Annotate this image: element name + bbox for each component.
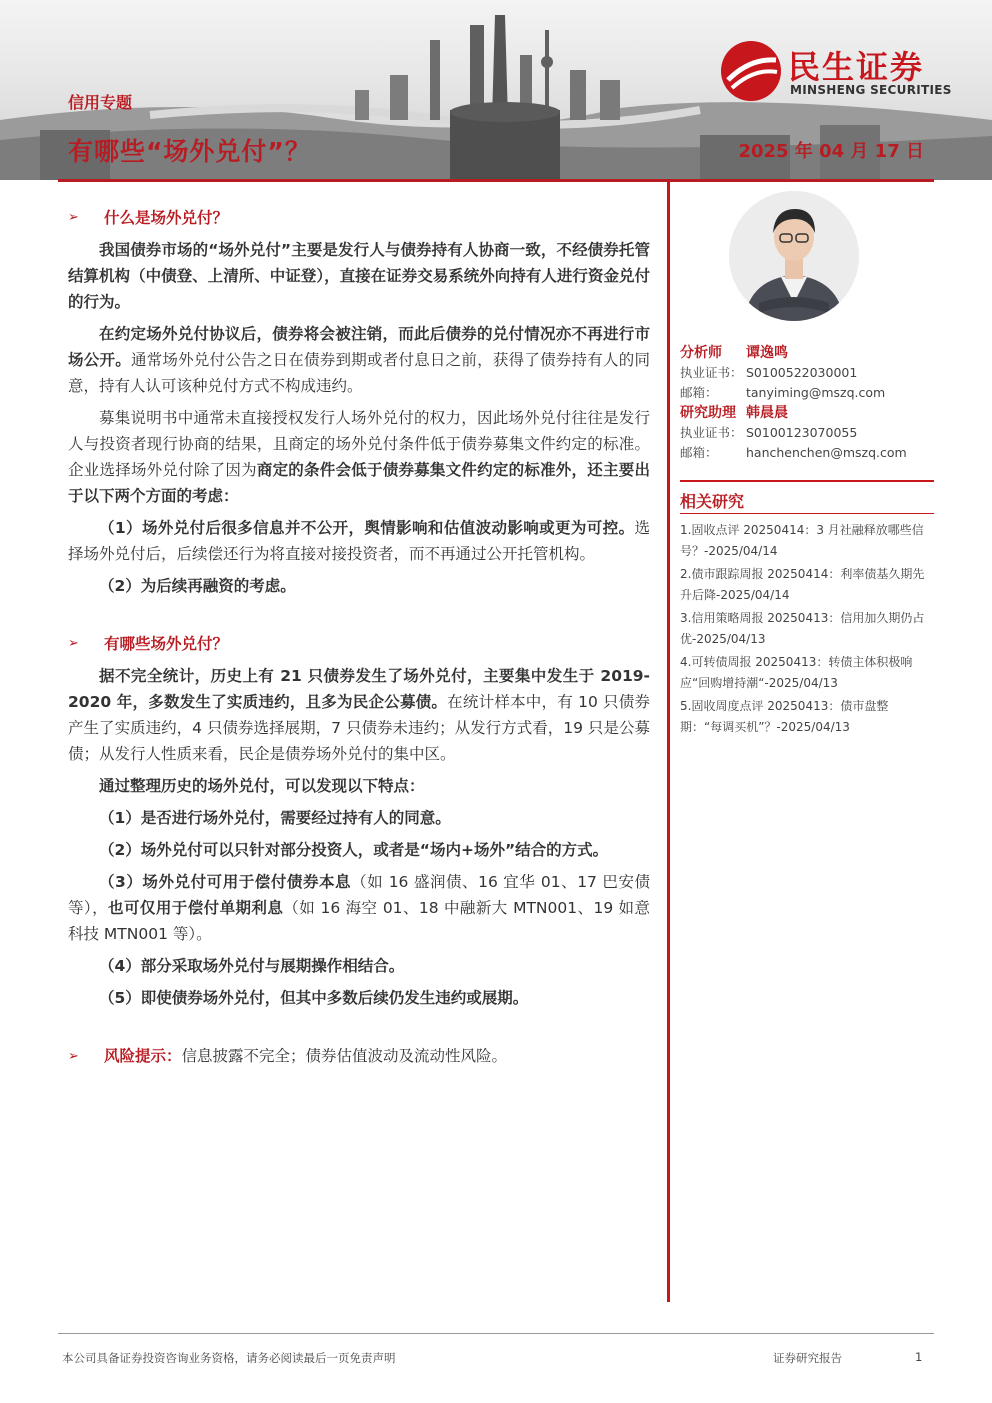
page-number: 1 [915, 1350, 923, 1364]
related-item[interactable]: 2.债市跟踪周报 20250414：利率债基久期先升后降-2025/04/14 [680, 567, 925, 602]
report-date: 2025 年 04 月 17 日 [738, 141, 924, 162]
cert-label: 执业证书： [680, 365, 743, 380]
analyst-photo [729, 191, 859, 321]
minsheng-logo-icon [720, 40, 782, 102]
paragraph-features-intro: 通过整理历史的场外兑付，可以发现以下特点： [99, 777, 425, 795]
analyst-info [680, 342, 934, 462]
related-research-list [680, 520, 930, 740]
analyst-email[interactable]: tanyiming@mszq.com [746, 384, 886, 400]
plain-text: 在统计样本中，有 10 只债券产生了实质违约，4 只债券选择展期，7 只债券未违约；从发行方式看，19 只是公募债；从发行人性质来看，民企是债券场外兑付的集中区。 [68, 693, 650, 763]
footer-report-type: 证券研究报告 [773, 1351, 842, 1365]
column-divider [667, 182, 670, 1302]
arrow-bullet-icon: ➢ [68, 210, 79, 225]
footer-disclaimer: 本公司具备证券投资咨询业务资格，请务必阅读最后一页免责声明 [62, 1351, 396, 1365]
bold-text: 据不完全统计，历史上有 21 只债券发生了场外兑付，主要集中发生于 2019-2020 年，多数发生了实质违约，且多为民企公募债。 [68, 667, 650, 711]
sidebar-divider [680, 480, 934, 482]
bold-text: 也可仅用于偿付单期利息 [108, 899, 284, 917]
sidebar-divider-thin [680, 513, 934, 514]
related-item[interactable]: 4.可转债周报 20250413：转债主体积极响应“回购增持潮“-2025/04/13 [680, 655, 913, 690]
paragraph-cancellation [68, 321, 650, 399]
analyst-label: 分析师 [680, 345, 722, 361]
paragraph-reasons [68, 405, 650, 509]
plain-text: （如 16 盛润债、16 宜华 01、17 巴安债等）， [68, 873, 650, 917]
bold-text: 在约定场外兑付协议后，债券将会被注销，而此后债券的兑付情况亦不再进行市场公开。 [68, 325, 650, 369]
analyst-row [680, 342, 934, 362]
assistant-cert-row [680, 422, 934, 442]
assistant-email-row [680, 442, 934, 462]
analyst-cert: S0100522030001 [746, 364, 858, 380]
related-research-heading: 相关研究 [680, 492, 745, 511]
main-content [68, 205, 650, 1070]
section-heading-text: 有哪些场外兑付？ [104, 635, 229, 653]
risk-label: 风险提示： [104, 1047, 182, 1065]
analyst-cert-row [680, 362, 934, 382]
section-heading-what [68, 205, 650, 231]
analyst-name: 谭逸鸣 [746, 345, 788, 361]
feature-5: （5）即使债券场外兑付，但其中多数后续仍发生违约或展期。 [99, 989, 529, 1007]
analyst-portrait-icon [729, 191, 859, 321]
feature-4: （4）部分采取场外兑付与展期操作相结合。 [99, 957, 405, 975]
report-category: 信用专题 [68, 93, 133, 112]
risk-text: 信息披露不完全；债券估值波动及流动性风险。 [181, 1047, 508, 1065]
plain-text: 选择场外兑付后，后续偿还行为将直接对接投资者，而不再通过公开托管机构。 [68, 519, 650, 563]
cert-label: 执业证书： [680, 425, 743, 440]
risk-warning [68, 1043, 650, 1070]
logo-chinese-text: 民生证券 [788, 48, 925, 86]
bold-text: （1）场外兑付后很多信息并不公开，舆情影响和估值波动影响或更为可控。 [99, 519, 635, 537]
assistant-label: 研究助理 [680, 405, 736, 421]
assistant-cert: S0100123070055 [746, 424, 858, 440]
paragraph-reason-2: （2）为后续再融资的考虑。 [99, 577, 296, 595]
plain-text: 通常场外兑付公告之日在债券到期或者付息日之前，获得了债券持有人的同意，持有人认可该种兑付方式不构成违约。 [68, 351, 650, 395]
feature-3 [68, 869, 650, 947]
email-label: 邮箱： [680, 385, 718, 400]
arrow-bullet-icon: ➢ [68, 636, 79, 651]
paragraph-definition: 我国债券市场的“场外兑付”主要是发行人与债券持有人协商一致，不经债券托管结算机构（中债登、上清所、中证登），直接在证券交易系统外向持有人进行资金兑付的行为。 [68, 241, 650, 311]
feature-1: （1）是否进行场外兑付，需要经过持有人的同意。 [99, 809, 451, 827]
footer-divider [58, 1333, 934, 1334]
assistant-name: 韩晨晨 [746, 405, 788, 421]
header-banner [0, 0, 992, 180]
related-item[interactable]: 1.固收点评 20250414：3 月社融释放哪些信号？-2025/04/14 [680, 523, 924, 558]
assistant-row [680, 402, 934, 422]
arrow-bullet-icon: ➢ [68, 1049, 79, 1064]
minsheng-logo [720, 40, 970, 102]
header-divider [58, 179, 934, 182]
plain-text: 募集说明书中通常未直接授权发行人场外兑付的权力，因此场外兑付往往是发行人与投资者现行协商的结果，且商定的场外兑付条件低于债券募集文件约定的标准。企业选择场外兑付除了因为 [68, 409, 650, 479]
logo-english-text: MINSHENG SECURITIES [790, 83, 952, 97]
bold-text: 商定的条件会低于债券募集文件约定的标准外，还主要出于以下两个方面的考虑： [68, 461, 650, 505]
plain-text: （如 16 海空 01、18 中融新大 MTN001、19 如意科技 MTN001 等）。 [68, 899, 650, 943]
section-heading-which [68, 631, 650, 657]
feature-2: （2）场外兑付可以只针对部分投资人，或者是“场内+场外”结合的方式。 [99, 841, 609, 859]
section-heading-text: 什么是场外兑付？ [104, 209, 229, 227]
paragraph-statistics [68, 663, 650, 767]
related-item[interactable]: 3.信用策略周报 20250413：信用加久期仍占优-2025/04/13 [680, 611, 925, 646]
related-item[interactable]: 5.固收周度点评 20250413：债市盘整期：“每调买机”？-2025/04/13 [680, 699, 889, 734]
email-label: 邮箱： [680, 445, 718, 460]
assistant-email[interactable]: hanchenchen@mszq.com [746, 444, 907, 460]
paragraph-reason-1 [68, 515, 650, 567]
analyst-email-row [680, 382, 934, 402]
report-title: 有哪些“场外兑付”？ [68, 137, 311, 166]
bold-text: （3）场外兑付可用于偿付债券本息 [99, 873, 352, 891]
